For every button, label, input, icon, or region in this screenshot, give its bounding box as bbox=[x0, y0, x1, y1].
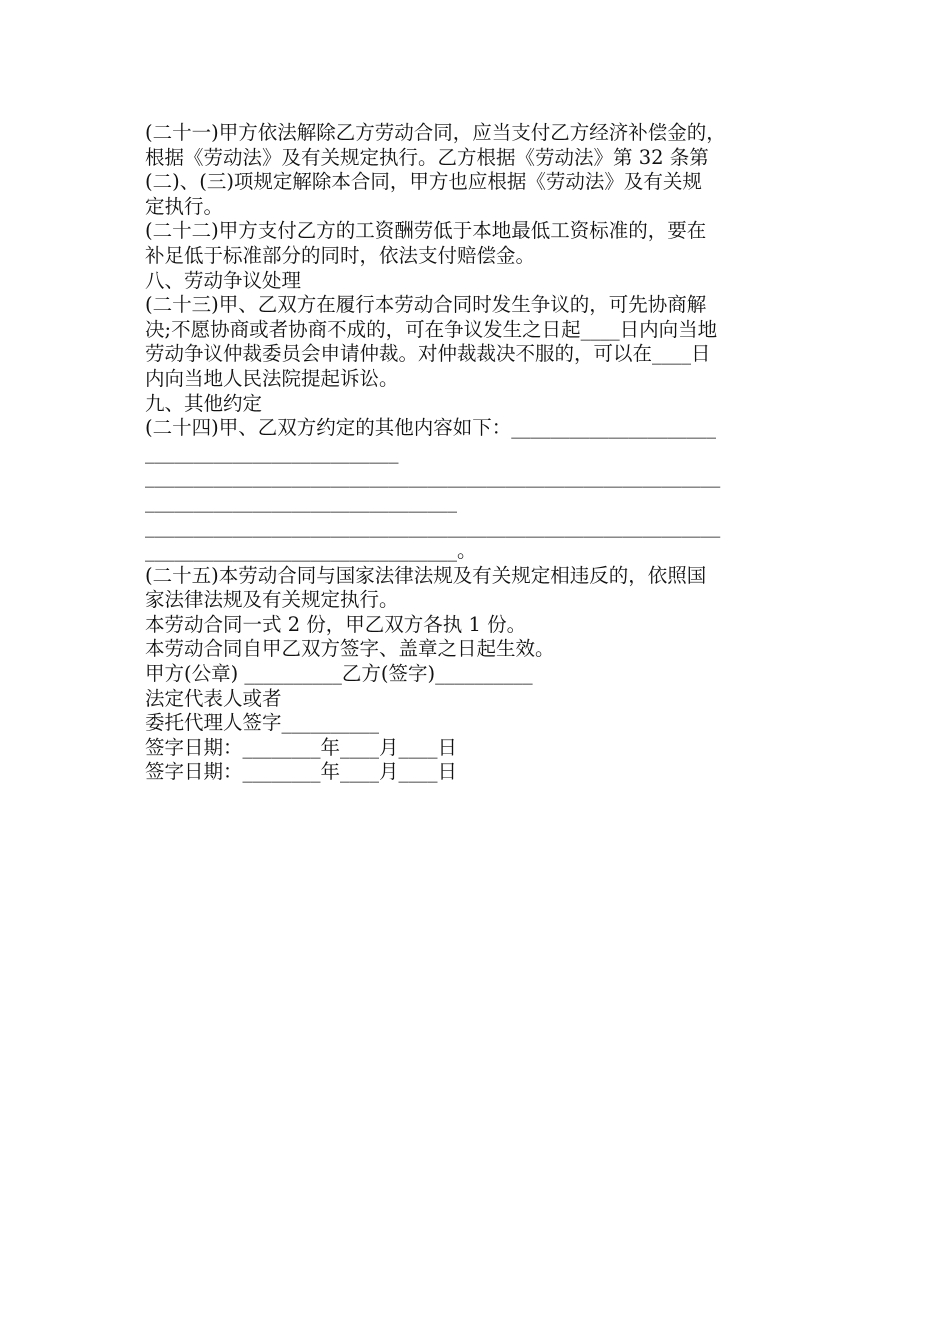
section-heading: 八、劳动争议处理 bbox=[145, 268, 302, 292]
signing-date-line: 签字日期：________年____月____日 bbox=[145, 760, 458, 784]
text-line: (二十四)甲、乙双方约定的其他内容如下：_____________________ bbox=[145, 416, 716, 440]
text-line: 本劳动合同自甲乙双方签字、盖章之日起生效。 bbox=[145, 637, 555, 661]
text-line: (二十三)甲、乙双方在履行本劳动合同时发生争议的，可先协商解 bbox=[145, 293, 707, 317]
signing-date-line: 签字日期：________年____月____日 bbox=[145, 735, 458, 759]
blank-fill-line: ________________________________。 bbox=[145, 539, 477, 563]
signature-line: 甲方(公章) __________乙方(签字)__________ bbox=[145, 662, 533, 686]
section-heading: 九、其他约定 bbox=[145, 391, 263, 415]
signature-line: 委托代理人签字__________ bbox=[145, 711, 380, 735]
text-line: 补足低于标准部分的同时，依法支付赔偿金。 bbox=[145, 243, 536, 267]
text-line: 决;不愿协商或者协商不成的，可在争议发生之日起____日内向当地 bbox=[145, 317, 718, 341]
text-line: (二)、(三)项规定解除本合同，甲方也应根据《劳动法》及有关规 bbox=[145, 170, 702, 194]
text-line: 内向当地人民法院提起诉讼。 bbox=[145, 366, 399, 390]
text-line: 根据《劳动法》及有关规定执行。乙方根据《劳动法》第 32 条第 bbox=[145, 145, 709, 169]
blank-fill-line: ___________________________________________________________ bbox=[145, 465, 721, 489]
text-line: (二十二)甲方支付乙方的工资酬劳低于本地最低工资标准的，要在 bbox=[145, 219, 707, 243]
text-line: 本劳动合同一式 2 份，甲乙双方各执 1 份。 bbox=[145, 612, 527, 636]
blank-fill-line: ___________________________________________________________ bbox=[145, 514, 721, 538]
signature-line: 法定代表人或者 bbox=[145, 686, 282, 710]
text-line: (二十一)甲方依法解除乙方劳动合同，应当支付乙方经济补偿金的， bbox=[145, 121, 726, 144]
text-line: 劳动争议仲裁委员会申请仲裁。对仲裁裁决不服的，可以在____日 bbox=[145, 342, 711, 366]
blank-fill-line: __________________________ bbox=[145, 440, 399, 464]
blank-fill-line: ________________________________ bbox=[145, 489, 457, 513]
contract-page bbox=[145, 121, 810, 785]
text-line: 家法律法规及有关规定执行。 bbox=[145, 588, 399, 612]
text-line: 定执行。 bbox=[145, 194, 224, 218]
text-line: (二十五)本劳动合同与国家法律法规及有关规定相违反的，依照国 bbox=[145, 563, 707, 587]
